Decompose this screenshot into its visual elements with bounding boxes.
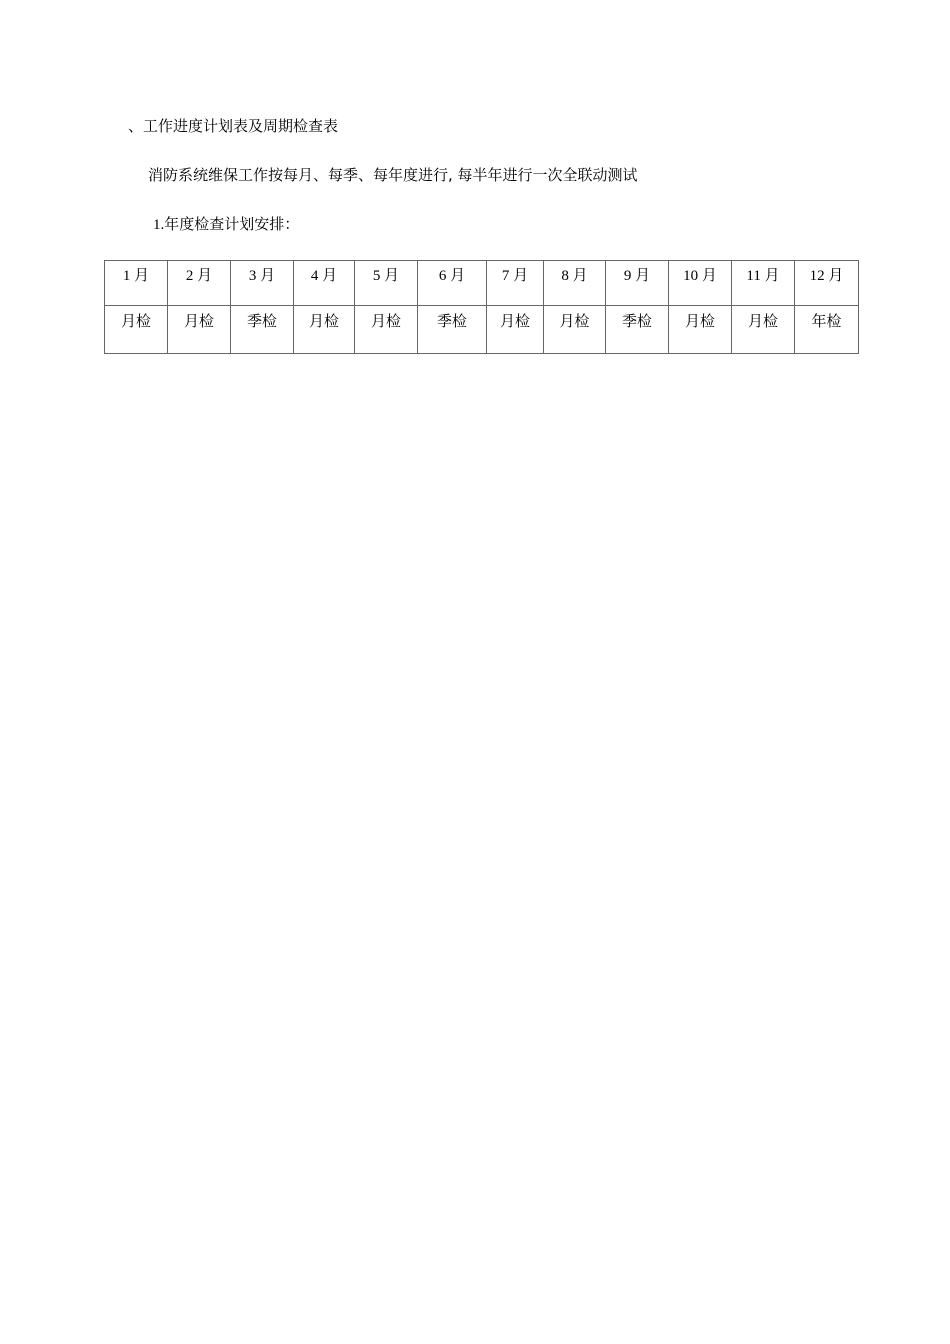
month-cell: 6 月	[418, 261, 487, 306]
month-row	[105, 261, 859, 306]
annual-inspection-table	[104, 260, 859, 354]
inspection-type-cell: 月检	[669, 306, 732, 354]
inspection-type-cell: 月检	[105, 306, 168, 354]
inspection-type-cell: 月检	[168, 306, 231, 354]
inspection-type-cell: 季检	[231, 306, 294, 354]
month-cell: 7 月	[487, 261, 544, 306]
month-cell: 3 月	[231, 261, 294, 306]
month-cell: 4 月	[294, 261, 355, 306]
month-cell: 11 月	[732, 261, 795, 306]
inspection-type-cell: 月检	[294, 306, 355, 354]
month-cell: 9 月	[606, 261, 669, 306]
month-cell: 2 月	[168, 261, 231, 306]
inspection-type-cell: 年检	[795, 306, 859, 354]
section-heading: 、工作进度计划表及周期检查表	[128, 117, 339, 135]
month-cell: 10 月	[669, 261, 732, 306]
subheading-number: 1.	[153, 217, 165, 233]
intro-paragraph: 消防系统维保工作按每月、每季、每年度进行, 每半年进行一次全联动测试	[148, 166, 638, 184]
month-cell: 5 月	[355, 261, 418, 306]
subheading-text: 年度检查计划安排：	[164, 215, 300, 233]
month-cell: 1 月	[105, 261, 168, 306]
inspection-type-cell: 月检	[544, 306, 606, 354]
inspection-type-cell: 季检	[418, 306, 487, 354]
inspection-type-cell: 月检	[487, 306, 544, 354]
inspection-type-cell: 月检	[732, 306, 795, 354]
inspection-type-row	[105, 306, 859, 354]
subheading	[153, 215, 299, 234]
inspection-type-cell: 季检	[606, 306, 669, 354]
month-cell: 12 月	[795, 261, 859, 306]
month-cell: 8 月	[544, 261, 606, 306]
inspection-type-cell: 月检	[355, 306, 418, 354]
